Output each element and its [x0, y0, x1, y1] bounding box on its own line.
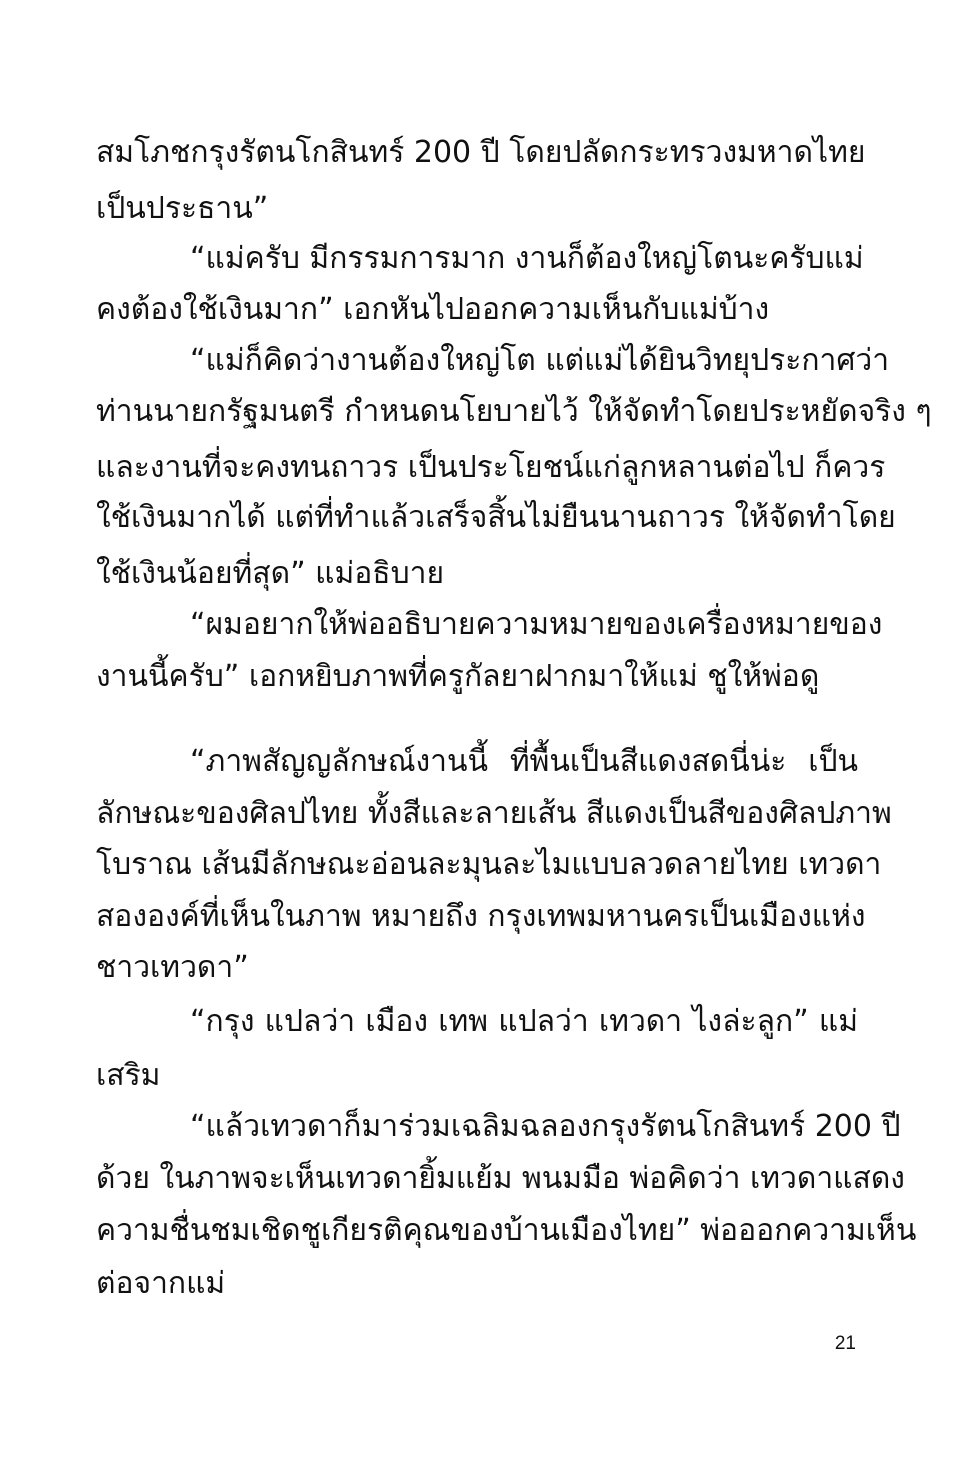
text-line: “แม่ครับ มีกรรมการมาก งานก็ต้องใหญ่โตนะครับแม่: [190, 241, 864, 276]
text-line: คงต้องใช้เงินมาก” เอกหันไปออกความเห็นกับแม่บ้าง: [96, 292, 770, 327]
text-line: ใช้เงินน้อยที่สุด” แม่อธิบาย: [96, 556, 445, 591]
text-line: “กรุง แปลว่า เมือง เทพ แปลว่า เทวดา ไงล่ะลูก” แม่: [190, 1004, 858, 1039]
text-line: งานนี้ครับ” เอกหยิบภาพที่ครูกัลยาฝากมาให้แม่ ชูให้พ่อดู: [96, 659, 820, 694]
text-line: “ภาพสัญญลักษณ์งานนี้ ที่พื้นเป็นสีแดงสดนี่น่ะ เป็น: [190, 744, 858, 779]
text-line: ท่านนายกรัฐมนตรี กำหนดนโยบายไว้ ให้จัดทำโดยประหยัดจริง ๆ: [96, 394, 932, 429]
text-line: เสริม: [96, 1058, 161, 1093]
text-line: และงานที่จะคงทนถาวร เป็นประโยชน์แก่ลูกหลานต่อไป ก็ควร: [96, 450, 886, 485]
text-line: โบราณ เส้นมีลักษณะอ่อนละมุนละไมแบบลวดลายไทย เทวดา: [96, 847, 882, 882]
text-line: “ผมอยากให้พ่ออธิบายความหมายของเครื่องหมายของ: [190, 607, 883, 642]
text-line: ความชื่นชมเชิดชูเกียรติคุณของบ้านเมืองไทย” พ่อออกความเห็น: [96, 1213, 917, 1248]
text-line: ชาวเทวดา”: [96, 950, 249, 985]
text-line: “แล้วเทวดาก็มาร่วมเฉลิมฉลองกรุงรัตนโกสินทร์ 200 ปี: [190, 1109, 901, 1144]
page-number: 21: [834, 1333, 856, 1354]
text-line: ลักษณะของศิลปไทย ทั้งสีและลายเส้น สีแดงเป็นสีของศิลปภาพ: [96, 796, 892, 831]
text-line: สมโภชกรุงรัตนโกสินทร์ 200 ปี โดยปลัดกระทรวงมหาดไทย: [96, 135, 866, 170]
text-line: เป็นประธาน”: [96, 191, 269, 226]
text-line: สององค์ที่เห็นในภาพ หมายถึง กรุงเทพมหานครเป็นเมืองแห่ง: [96, 899, 866, 934]
text-line: ด้วย ในภาพจะเห็นเทวดายิ้มแย้ม พนมมือ พ่อคิดว่า เทวดาแสดง: [96, 1161, 905, 1196]
text-line: ใช้เงินมากได้ แต่ที่ทำแล้วเสร็จสิ้นไม่ยืนนานถาวร ให้จัดทำโดย: [96, 500, 896, 535]
text-line: ต่อจากแม่: [96, 1266, 226, 1301]
text-line: “แม่ก็คิดว่างานต้องใหญ่โต แต่แม่ได้ยินวิทยุประกาศว่า: [190, 343, 890, 378]
